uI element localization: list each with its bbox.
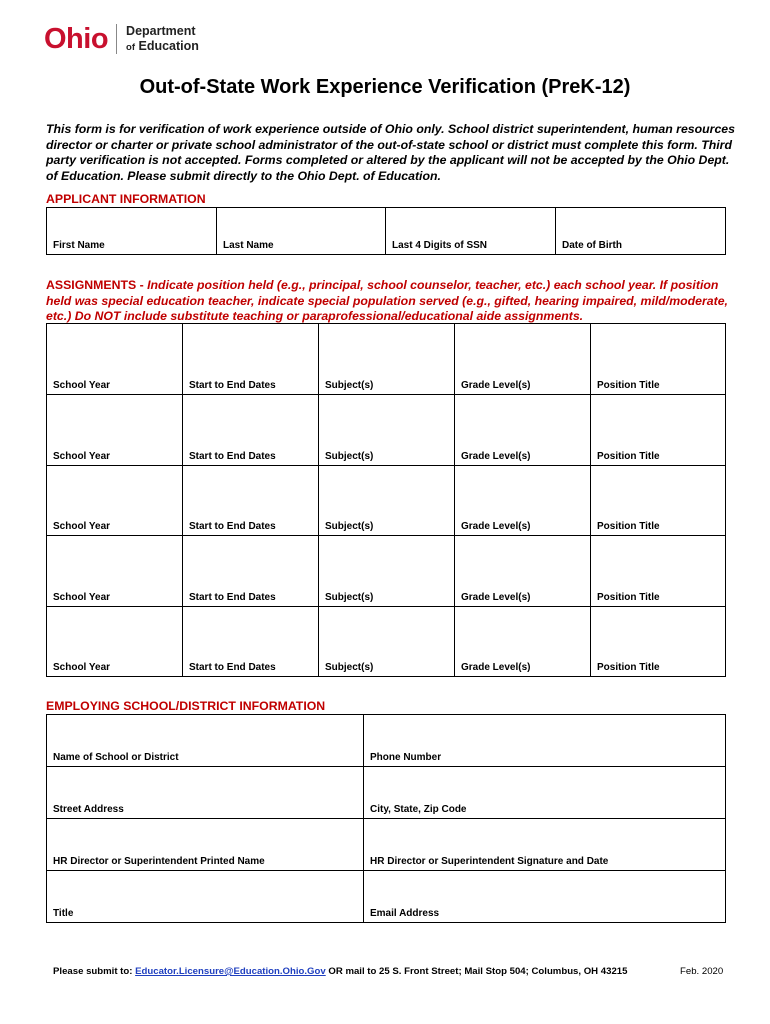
position-title-field[interactable] — [591, 536, 726, 607]
dates-label: Start to End Dates — [189, 662, 276, 673]
position-title-label: Position Title — [597, 521, 660, 532]
title-field[interactable] — [47, 871, 364, 923]
subjects-field[interactable] — [319, 324, 455, 395]
subjects-label: Subject(s) — [325, 592, 374, 603]
footer-prefix: Please submit to: — [53, 966, 136, 977]
footer-suffix: OR mail to 25 S. Front Street; Mail Stop 504; Columbus, OH 43215 — [325, 966, 628, 977]
assignment-row — [47, 395, 726, 466]
logo-dept-education: Education — [138, 38, 199, 53]
dates-field[interactable] — [183, 395, 319, 466]
grade-levels-field[interactable] — [455, 395, 591, 466]
logo-department-text — [126, 24, 199, 55]
assignments-table — [46, 323, 726, 677]
assignments-title: ASSIGNMENTS - — [46, 278, 148, 292]
grade-levels-label: Grade Level(s) — [461, 521, 531, 532]
logo-dept-line2 — [126, 39, 199, 55]
position-title-label: Position Title — [597, 380, 660, 391]
applicant-heading: APPLICANT INFORMATION — [46, 192, 206, 206]
school-year-field[interactable] — [47, 607, 183, 677]
grade-levels-label: Grade Level(s) — [461, 592, 531, 603]
employer-row — [47, 871, 726, 923]
footer-date: Feb. 2020 — [680, 966, 724, 977]
school-year-field[interactable] — [47, 466, 183, 536]
position-title-field[interactable] — [591, 395, 726, 466]
ssn-label: Last 4 Digits of SSN — [392, 240, 488, 251]
page-title: Out-of-State Work Experience Verification (PreK-12) — [139, 76, 631, 98]
grade-levels-field[interactable] — [455, 466, 591, 536]
date-of-birth-label: Date of Birth — [562, 240, 622, 251]
subjects-field[interactable] — [319, 466, 455, 536]
intro-text: This form is for verification of work experience outside of Ohio only. School district superintendent, human resources director or charter or private school administrator of the out-of-state school or district must complete this form. Third party verification is not accepted. Forms completed or altered by the applicant will not be accepted by the Ohio Dept. of Education. Please submit directly to the Ohio Dept. of Education. — [46, 122, 735, 183]
school-year-label: School Year — [53, 451, 111, 462]
school-year-field[interactable] — [47, 536, 183, 607]
ssn-field[interactable] — [386, 208, 556, 255]
grade-levels-field[interactable] — [455, 536, 591, 607]
employer-heading: EMPLOYING SCHOOL/DISTRICT INFORMATION — [46, 699, 326, 713]
school-year-field[interactable] — [47, 395, 183, 466]
assignment-row — [47, 607, 726, 677]
dates-field[interactable] — [183, 607, 319, 677]
position-title-label: Position Title — [597, 662, 660, 673]
position-title-label: Position Title — [597, 592, 660, 603]
school-year-field[interactable] — [47, 324, 183, 395]
phone-number-field[interactable] — [364, 715, 726, 767]
employer-row — [47, 715, 726, 767]
city-state-zip-label: City, State, Zip Code — [370, 804, 467, 815]
last-name-label: Last Name — [223, 240, 274, 251]
subjects-label: Subject(s) — [325, 521, 374, 532]
grade-levels-label: Grade Level(s) — [461, 380, 531, 391]
printed-name-field[interactable] — [47, 819, 364, 871]
assignment-row — [47, 536, 726, 607]
position-title-field[interactable] — [591, 607, 726, 677]
subjects-label: Subject(s) — [325, 451, 374, 462]
grade-levels-field[interactable] — [455, 607, 591, 677]
assignments-note: Indicate position held (e.g., principal, school counselor, teacher, etc.) each school year. If position held was special education teacher, indicate special population served (e.g., gifted, hearing impaired, mild/moderate, etc.) Do NOT include substitute teaching or paraprofessional/educational aide assignments. — [46, 278, 728, 323]
position-title-field[interactable] — [591, 466, 726, 536]
date-of-birth-field[interactable] — [556, 208, 726, 255]
applicant-row — [47, 208, 726, 255]
dates-label: Start to End Dates — [189, 451, 276, 462]
street-address-field[interactable] — [47, 767, 364, 819]
email-address-label: Email Address — [370, 908, 440, 919]
title-label: Title — [53, 908, 74, 919]
logo-dept-line1: Department — [126, 23, 196, 38]
first-name-label: First Name — [53, 240, 105, 251]
subjects-field[interactable] — [319, 536, 455, 607]
position-title-label: Position Title — [597, 451, 660, 462]
footer-email-link[interactable]: Educator.Licensure@Education.Ohio.Gov — [135, 966, 326, 977]
subjects-label: Subject(s) — [325, 380, 374, 391]
signature-date-field[interactable] — [364, 819, 726, 871]
assignment-row — [47, 324, 726, 395]
logo-divider — [116, 24, 117, 54]
footer-instructions — [53, 966, 627, 977]
phone-number-label: Phone Number — [370, 752, 442, 763]
employer-table — [46, 714, 726, 923]
grade-levels-label: Grade Level(s) — [461, 451, 531, 462]
grade-levels-field[interactable] — [455, 324, 591, 395]
assignment-row — [47, 466, 726, 536]
dates-label: Start to End Dates — [189, 521, 276, 532]
grade-levels-label: Grade Level(s) — [461, 662, 531, 673]
subjects-field[interactable] — [319, 395, 455, 466]
city-state-zip-field[interactable] — [364, 767, 726, 819]
dates-field[interactable] — [183, 324, 319, 395]
school-name-field[interactable] — [47, 715, 364, 767]
school-year-label: School Year — [53, 592, 111, 603]
school-year-label: School Year — [53, 380, 111, 391]
employer-row — [47, 819, 726, 871]
dates-field[interactable] — [183, 536, 319, 607]
school-name-label: Name of School or District — [53, 752, 179, 763]
position-title-field[interactable] — [591, 324, 726, 395]
applicant-table — [46, 207, 726, 255]
logo-dept-of: of — [126, 41, 136, 53]
subjects-field[interactable] — [319, 607, 455, 677]
dates-label: Start to End Dates — [189, 592, 276, 603]
school-year-label: School Year — [53, 662, 111, 673]
printed-name-label: HR Director or Superintendent Printed Name — [53, 856, 265, 867]
first-name-field[interactable] — [47, 208, 217, 255]
employer-row — [47, 767, 726, 819]
email-address-field[interactable] — [364, 871, 726, 923]
dates-field[interactable] — [183, 466, 319, 536]
dates-label: Start to End Dates — [189, 380, 276, 391]
ohio-education-logo — [44, 22, 199, 56]
school-year-label: School Year — [53, 521, 111, 532]
last-name-field[interactable] — [217, 208, 386, 255]
logo-ohio-wordmark: Ohio — [44, 22, 109, 55]
street-address-label: Street Address — [53, 804, 124, 815]
subjects-label: Subject(s) — [325, 662, 374, 673]
signature-date-label: HR Director or Superintendent Signature and Date — [370, 856, 609, 867]
assignments-heading — [46, 278, 736, 325]
